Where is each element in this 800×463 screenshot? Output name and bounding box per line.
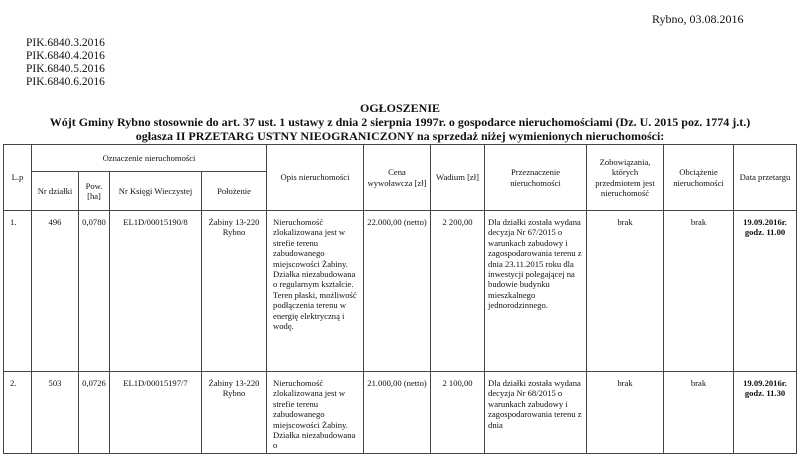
header-land-register: Nr Księgi Wieczystej (110, 172, 202, 211)
cell-purpose: Dla działki została wydana decyzja Nr 68/2015 o warunkach zabudowy i zagospodarowania terenu z dnia (485, 372, 587, 454)
cell-lp: 2. (4, 372, 32, 454)
header-deposit: Wadium [zł] (431, 145, 485, 211)
cell-location: Żabiny 13-220 Rybno (202, 211, 267, 372)
cell-price: 21.000,00 (netto) (364, 372, 431, 454)
header-purpose: Przeznaczenie nieruchomości (485, 145, 587, 211)
cell-obligations: brak (587, 211, 664, 372)
header-lp: L.p (4, 145, 32, 211)
cell-description: Nieruchomość zlokalizowana jest w strefie terenu zabudowanego miejscowości Żabiny. Działka niezabudowana o (267, 372, 364, 454)
cell-area: 0,0726 (79, 372, 110, 454)
cell-deposit: 2 200,00 (431, 211, 485, 372)
cell-description: Nieruchomość zlokalizowana jest w strefie terenu zabudowanego miejscowości Żabiny. Działka niezabudowana o regularnym kształcie. Teren płaski, możliwość podłączenia terenu w energię elektryczną i wodę. (267, 211, 364, 372)
cell-deposit: 2 100,00 (431, 372, 485, 454)
cell-price: 22.000,00 (netto) (364, 211, 431, 372)
header-date: Data przetargu (734, 145, 797, 211)
cell-date: 19.09.2016r. godz. 11.30 (734, 372, 797, 454)
table-row (4, 372, 797, 454)
announcement-heading (0, 101, 800, 143)
cell-area: 0,0780 (79, 211, 110, 372)
cell-obligations: brak (587, 372, 664, 454)
header-description: Opis nieruchomości (267, 145, 364, 211)
cell-land-register: EL1D/00015190/8 (110, 211, 202, 372)
header-obligations: Zobowiązania, których przedmiotem jest nieruchomość (587, 145, 664, 211)
reference-numbers (26, 37, 105, 89)
table-row (4, 211, 797, 372)
cell-encumbrance: brak (664, 372, 734, 454)
cell-plot-no: 503 (32, 372, 79, 454)
header-price: Cena wywoławcza [zł] (364, 145, 431, 211)
header-designation-group: Oznaczenie nieruchomości (32, 145, 267, 172)
reference-number: PIK.6840.4.2016 (26, 50, 105, 62)
cell-date: 19.09.2016r. godz. 11.00 (734, 211, 797, 372)
place-date: Rybno, 03.08.2016 (652, 12, 744, 26)
header-plot-no: Nr działki (32, 172, 79, 211)
property-table (3, 144, 797, 454)
announcement-legal-basis: Wójt Gminy Rybno stosownie do art. 37 ust. 1 ustawy z dnia 2 sierpnia 1997r. o gospodarce nieruchomościami (Dz. U. 2015 poz. 1774 j.t.) (49, 115, 751, 129)
cell-lp: 1. (4, 211, 32, 372)
reference-number: PIK.6840.3.2016 (26, 37, 105, 49)
announcement-subject: ogłasza II PRZETARG USTNY NIEOGRANICZONY na sprzedaż niżej wymienionych nieruchomości: (135, 129, 665, 143)
cell-plot-no: 496 (32, 211, 79, 372)
cell-land-register: EL1D/00015197/7 (110, 372, 202, 454)
header-location: Położenie (202, 172, 267, 211)
announcement-title: OGŁOSZENIE (359, 101, 441, 115)
cell-encumbrance: brak (664, 211, 734, 372)
reference-number: PIK.6840.5.2016 (26, 63, 105, 75)
header-encumbrance: Obciążenie nieruchomości (664, 145, 734, 211)
cell-location: Żabiny 13-220 Rybno (202, 372, 267, 454)
cell-purpose: Dla działki została wydana decyzja Nr 67/2015 o warunkach zabudowy i zagospodarowania terenu z dnia 23.11.2015 roku dla inwestycji polegającej na budowie budynku mieszkalnego jednorodzinnego. (485, 211, 587, 372)
reference-number: PIK.6840.6.2016 (26, 76, 105, 88)
header-area: Pow. [ha] (79, 172, 110, 211)
